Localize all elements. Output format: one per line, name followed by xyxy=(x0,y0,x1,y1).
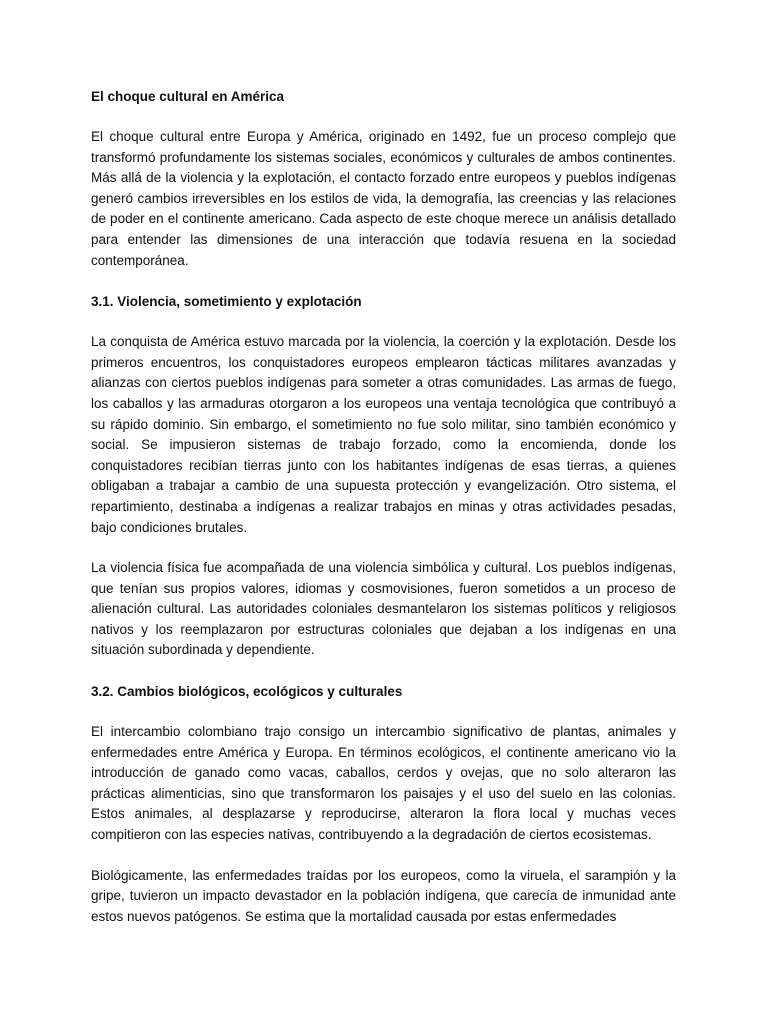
document-body xyxy=(91,86,676,927)
section-3-1-paragraph-2: La violencia física fue acompañada de una violencia simbólica y cultural. Los pueblos indígenas, que tenían sus propios valores, idiomas y cosmovisiones, fueron sometidos a un proceso de alienación cultural. Las autoridades coloniales desmantelaron los sistemas políticos y religiosos nativos y los reemplazaron por estructuras coloniales que dejaban a los indígenas en una situación subordinada y dependiente. xyxy=(91,560,676,658)
intro-paragraph: El choque cultural entre Europa y América, originado en 1492, fue un proceso complejo que transformó profundamente los sistemas sociales, económicos y culturales de ambos continentes. Más allá de la violencia y la explotación, el contacto forzado entre europeos y pueblos indígenas generó cambios irreversibles en los estilos de vida, la demografía, las creencias y las relaciones de poder en el continente americano. Cada aspecto de este choque merece un análisis detallado para entender las dimensiones de una interacción que todavía resuena en la sociedad contemporánea. xyxy=(91,129,676,268)
section-3-1-paragraph-1: La conquista de América estuvo marcada por la violencia, la coerción y la explotación. Desde los primeros encuentros, los conquistadores europeos emplearon tácticas militares avanzadas y alianzas con ciertos pueblos indígenas para someter a otras comunidades. Las armas de fuego, los caballos y las armaduras otorgaron a los europeos una ventaja tecnológica que contribuyó a su rápido dominio. Sin embargo, el sometimiento no fue solo militar, sino también económico y social. Se impusieron sistemas de trabajo forzado, como la encomienda, donde los conquistadores recibían tierras junto con los habitantes indígenas de esas tierras, a quienes obligaban a trabajar a cambio de una supuesta protección y evangelización. Otro sistema, el repartimiento, destinaba a indígenas a realizar trabajos en minas y otras actividades pesadas, bajo condiciones brutales. xyxy=(91,334,676,535)
section-heading-3-2: 3.2. Cambios biológicos, ecológicos y culturales xyxy=(91,684,403,700)
section-heading-3-1: 3.1. Violencia, sometimiento y explotación xyxy=(91,294,362,310)
section-3-2-paragraph-2: Biológicamente, las enfermedades traídas por los europeos, como la viruela, el sarampión y la gripe, tuvieron un impacto devastador en la población indígena, que carecía de inmunidad ante estos nuevos patógenos. Se estima que la mortalidad causada por estas enfermedades xyxy=(91,867,676,924)
document-title: El choque cultural en América xyxy=(91,89,285,104)
section-3-2-paragraph-1: El intercambio colombiano trajo consigo un intercambio significativo de plantas, animales y enfermedades entre América y Europa. En términos ecológicos, el continente americano vio la introducción de ganado como vacas, caballos, cerdos y ovejas, que no solo alteraron las prácticas alimenticias, sino que transformaron los paisajes y el uso del suelo en las colonias. Estos animales, al desplazarse y reproducirse, alteraron la flora local y muchas veces compitieron con las especies nativas, contribuyendo a la degradación de ciertos ecosistemas. xyxy=(91,724,676,843)
